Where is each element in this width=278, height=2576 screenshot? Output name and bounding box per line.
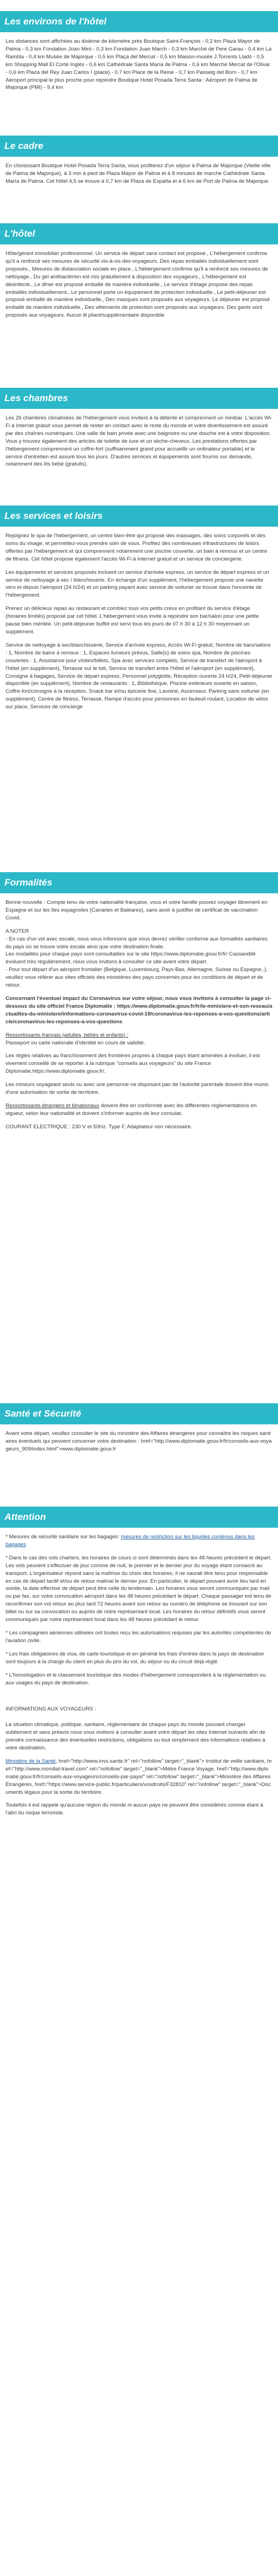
- cadre-text: En choisissant Boutique Hotel Posada Terra Santa, vous profiterez d'un séjour à Palma de Majorque (Vieille ville de Palma de Majorque), à 3 min à pied de Plaza Mayor de Palma et à 8 minutes de marche Cathédrale Santa María de Palma. Cet hôtel 4,5 se trouve à 0,7 km de Plaza de España et à 6 km de Port de Palma de Majorque.: [6, 163, 271, 184]
- section-title-sante: Santé et Sécurité: [0, 1403, 278, 1424]
- services-paragraph-1: Rejoignez le spa de l'hébergement, un centre bien-être qui propose des massages, des soins corporels et des soins du visage, et permettez-vous prendre soin de vous. Profitez des nombreuses infrastructures de loisirs offertes par l'hébergement et qui comprennent notamment une piscine couverte, un bain à remous et un centre de fitness. Cet hôtel propose également l'accès Wi-Fi à Internet gratuit et un service de conciergerie.: [6, 533, 267, 562]
- attention-classification: * L'homologation et le classement touristique des modes d'hébergement correspondent à la réglementation ou aux usages du pays de destination.: [6, 1672, 266, 1686]
- formalites-note-heading: A NOTER: [6, 928, 29, 934]
- sante-text: Avant votre départ, veuillez consulter le site du ministère des Affaires étrangères pour connaître les risques sanitaires éventuels qui peuvent concerner votre destination : href="http://www.diplomatie.gouv.fr/fr/conseils-aux-voyageurs_909/index.html">www.diplomatie.gouv.fr: [6, 1430, 272, 1452]
- health-ministry-link[interactable]: Ministère de la Santé: [6, 1758, 56, 1764]
- services-paragraph-4: Service de nettoyage à sec/blanchisserie, Service d'arrivée express, Accès Wi-Fi gratuit, Nombre de bars/salons : 1, Nombre de bains à remous : 1, Espaces fumeurs prévus, Salle(s) de soins spa, Nombre de piscines couvertes : 1, Assistance pour visites/billets, Spa avec services complets, Service de transfert de l'aéroport à l'hôtel (en supplément), Terrasse sur le toit, Service de transfert entre l'hôtel et l'aéroport (en supplément), Consigne à bagages, Service de départ express, Personnel polyglotte, Réception ouverte 24 h/24, Petit-déjeuner disponible (en supplément), Nombre de restaurants : 1, Bibliothèque, Piscine extérieure ouverte en saison, Coffre-fort/consigne à la réception, Snack bar et/ou épicerie fine, Lavoirie, Ascenseur, Parking sans voiturier (en supplément), Centre de fitness, Terrasse, Rampe d'accès pour personnes en fauteuil roulant, Location de vélos sur place, Services de concierge: [6, 642, 272, 711]
- section-title-attention: Attention: [0, 1507, 278, 1528]
- environs-text: Les distances sont affichées au dixième de kilomètre près Boutique Saint-François - 0,2 km Plaza Mayor de Palma - 0,3 km Fondation Joan Miró - 0,3 km Fondation Juan March - 0,3 km Marché de Pere Garau - 0,4 km La Rambla - 0,4 km Musée de Majorque - 0,5 km Plaça del Mercat - 0,5 km Maison-musée J.Torrents Lladó - 0,5 km Shopping Mall El Corte Inglés - 0,6 km Cathédrale Santa María de Palma - 0,6 km Marché Mercat de l'Olivar - 0,6 km Plaza del Rey Juan Carlos I (place) - 0,7 km Place de la Reine - 0,7 km Passeig del Born - 0,7 km Aéroport principal le plus proche pour rejoindre Boutique Hotel Posada Terra Santa : Aéroport de Palma de Majorque (PMI) - 9,4 km: [6, 38, 272, 91]
- formalites-foreign-nationals-text: doivent être en conformité avec les différentes réglementations en vigueur, selon leur nationalité et doivent s'informer auprès de leur consulat.: [6, 1102, 257, 1117]
- traveller-info-links: [6, 1758, 272, 1797]
- formalites-foreign-nationals-heading: Ressortissants étrangers et binationaux: [6, 1102, 100, 1109]
- section-body-attention: [0, 1528, 278, 1817]
- section-body-services: [0, 527, 278, 872]
- formalites-note-line-1: - En cas d'un vol avec escale, nous vous informons que vous devrez vérifier conforme aux formalités sanitaires du pays où se trouve votre escale ainsi que votre destination finale.: [6, 936, 268, 950]
- section-title-chambres: Les chambres: [0, 388, 278, 409]
- formalites-electric-current: COURANT ELECTRIQUE : 230 V et 50Hz. Type F, Adaptateur non nécessaire.: [6, 1123, 192, 1130]
- formalites-french-nationals-heading: Ressortissants français (adultes, bébés et enfants) :: [6, 1032, 128, 1038]
- services-paragraph-2: Les équipements et services proposés incluent un service d'arrivée express, un service de départ express et un service de nettoyage à sec / blanchisserie. En échange d'un supplément, l'hébergement propose une navette vers et depuis l'aéroport (24 h/24) et un parking payant avec service de voiturier se trouve dans l'enceinte de l'hébergement.: [6, 569, 269, 599]
- attention-charter-flights: * Dans le cas des vols charters, les horaires de cours ci sont déterminés dans les 48 heures précédent le départ. Les vols peuvent s'effectuer de jour comme de nuit, le premier et le dernier jour du voyage étant consacré au transport. L'organisateur répond sans la maîtrise du choix des horaires, il ne saurait être tenu pour responsable en cas de départ tardif et/ou de retour matinal le dernier jour. En particulier, le départ pouvant avoir lieu tard en soirée, la date effective de départ peut être celle du lendemain. Les horaires vous seront communiqués par mail ou par fax, sur votre convocation aéroport dans les 48 heures précédant le départ. Chaque passager est tenu de reconfirmer son vol retour au plus tard 72 heures avant son retour au numéro de téléphone se trouvant sur son billet ou sur sa convocation ou auprès de notre représentant local. Les horaires du retour définitifs vous seront communiqués par notre représentant local dans les 48 heures précédant le retour.: [6, 1554, 272, 1623]
- formalites-foreign-nationals: [6, 1102, 272, 1118]
- chambres-text: Les 26 chambres climatisées de l'hébergement vous invitent à la détente et comprennent un minibar. L'accès Wi-Fi à Internet gratuit vous permet de rester en contact avec le reste du monde et votre divertissement est assuré par des chaînes numériques. Une salle de bain privée avec une baignoire ou une douche est à votre disposition. Vous y trouvez également des articles de toilette de luxe et un sèche-cheveux. Les prestations offertes par l'hébergement comprennent un coffre-fort (suffisamment grand pour accueillir un ordinateur portable) et le service d'entretien est assuré tous les jours. D'autres services et équipements sont fournis sur demande, notamment des lits bébé (gratuits).: [6, 415, 272, 468]
- formalites-french-nationals-text: Passeport ou carte nationale d'identité en cours de validité.: [6, 1039, 145, 1046]
- formalites-intro: Bonne nouvelle : Compte tenu de votre nationalité française, vous et votre famille pouvez voyager librement en Espagne et sur les îles espagnoles (Canaries et Baléares), sans avoir à justifier de certificat de vaccination Covid.: [6, 899, 267, 921]
- attention-luggage: [6, 1533, 272, 1549]
- section-title-services: Les services et loisirs: [0, 506, 278, 527]
- formalites-minors: Les mineurs voyageant seuls ou avec une personne ne disposant pas de l'autorité parentale doivent être munis d'une autorisation de sortie de territoire.: [6, 1082, 269, 1096]
- section-body-chambres: [0, 409, 278, 506]
- attention-airlines: * Les compagnies aériennes utilisées ont toutes reçu les autorisations requises par les autorités compétentes de l'aviation civile.: [6, 1629, 271, 1644]
- formalites-coronavirus-notice: Concernant l'éventuel impact du Coronavirus sur votre séjour, nous vous invitons à consulter la page ci-dessous du site officiel France Diplomatie : https://www.diplomatie.gouv.fr/fr/le-ministere-et-son-reseau/actualites-du-ministere/informations-coronavirus-covid-19/coronavirus-les-reponses-a-vos-questions/article/coronavirus-les-reponses-a-vos-questions: [6, 995, 272, 1025]
- section-title-hotel: L'hôtel: [0, 223, 278, 244]
- services-paragraph-3: Prenez un délicieux repas au restaurant et combiez tous vos petits creux en profitant du service d'étage (horaires limités) proposé par cet hôtel. L'hébergement vous invite à rejoindre son bar/salon pour une petite pause bien méritée. Un petit-déjeuner buffet est servi tous les jours de 07 h 30 à 12 h 30 moyennant un supplément.: [6, 606, 259, 635]
- section-body-formalites: [0, 893, 278, 1403]
- section-body-cadre: [0, 157, 278, 223]
- section-title-environs: Les environs de l'hôtel: [0, 11, 278, 32]
- traveller-info-text: La situation climatique, politique, sanitaire, réglementaire de chaque pays du monde pouvant changer subitement et sans préavis nous vous invitons à consulter avant votre départ les sites Internet suivants afin de prendre connaissance des éventuelles restrictions, obligations ou tout simplement des informations relatives à votre destination.: [6, 1722, 266, 1752]
- section-body-environs: [0, 32, 278, 136]
- terrorism-notice: Toutefois il est rappelé qu'aucune région du monde ni aucun pays ne peuvent être considérés comme étant à l'abri du risque terroriste.: [6, 1802, 264, 1817]
- attention-visa-fees: * Les frais obligatoires de visa, de carte touristique et en général les frais d'entrée dans le pays de destination sont toujours à la charge du client en plus du prix du vol, du séjour ou du circuit déjà réglé.: [6, 1650, 264, 1665]
- traveller-info-links-rest: , href="http://www.invs.sante.fr" rel="nofollow" target="_blank"> Institut de veille sanitaire, href="http://www.mondial-travel.com" rel="nofollow" target="_blank">Mètre France Voyage, href="http://www.diplomatie.gouv.fr/fr/conseils-aux-voyageurs/conseils-par-pays/" rel="nofollow" target="_blank">Ministère des Affaires Étrangères, href="https://www.service-public.fr/particuliers/vosdroits/F32810" rel="nofollow" target="_blank">Documents légaux pour la sortie du territoire.: [6, 1758, 272, 1795]
- formalites-note-line-3: - Pour tout départ d'un aéroport frontalier (Belgique, Luxembourg, Pays-Bas, Allemagne, Suisse ou Espagne..), veuillez vous référer aux sites officiels des ministères des pays concernés pour les conditions de départ et de retour.: [6, 967, 268, 989]
- liquids-restriction-link[interactable]: mesures de restriction sur les liquides contenus dans les bagages: [6, 1534, 255, 1548]
- attention-luggage-intro: * Mesures de sécurité sanitaire sur les bagages:: [6, 1534, 120, 1540]
- section-body-sante: [0, 1424, 278, 1507]
- section-title-cadre: Le cadre: [0, 136, 278, 157]
- hotel-text: Hôte/gérant immobilier professionnel. Un service de départ sans contact est proposé., L'hébergement confirme qu'il a renforcé ses mesures de sécurité vis-à-vis des voyageurs. Des repas emballés individuellement sont proposés., Mesures de distanciation sociale en place., L'hébergement confirme qu'il a renforcé ses mesures de nettoyage., Du gel antibactérien est mis gratuitement à disposition des voyageurs., L'hébergement est désinfecté., Le dîner est proposé emballé de manière individuelle., Le service d'étage propose des repas emballés individuellement., Le personnel porte un équipement de protection individuelle., Le petit-déjeuner est proposé emballé de manière individuelle., Des masques sont proposés aux voyageurs. Le déjeuner est proposé emballé de manière individuelle., Des vêtements de protection sont proposés aux voyageurs. Des gants sont proposés aux voyageurs. Aucun lit pliant/supplémentaire disponible: [6, 251, 270, 319]
- traveller-info-heading: INFORMATIONS AUX VOYAGEURS :: [6, 1706, 96, 1713]
- section-body-hotel: [0, 244, 278, 388]
- section-title-formalites: Formalités: [0, 872, 278, 893]
- formalites-border-rules: Les règles relatives au franchissement des frontières propres à chaque pays étant amenées à évoluer, il est vivement conseillé de se reporter à la rubrique "conseils aux voyageurs" du site France Diplomatie,https://www.diplomatie.gouv.fr/.: [6, 1053, 260, 1075]
- formalites-note-line-2: Les modalités pour chaque pays sont consultables sur le site https://www.diplomatie.gouv.fr/fr/ Cassandité évoluent très régulièrement, nous vous invitons à consulter ce site avant votre départ.: [6, 951, 256, 966]
